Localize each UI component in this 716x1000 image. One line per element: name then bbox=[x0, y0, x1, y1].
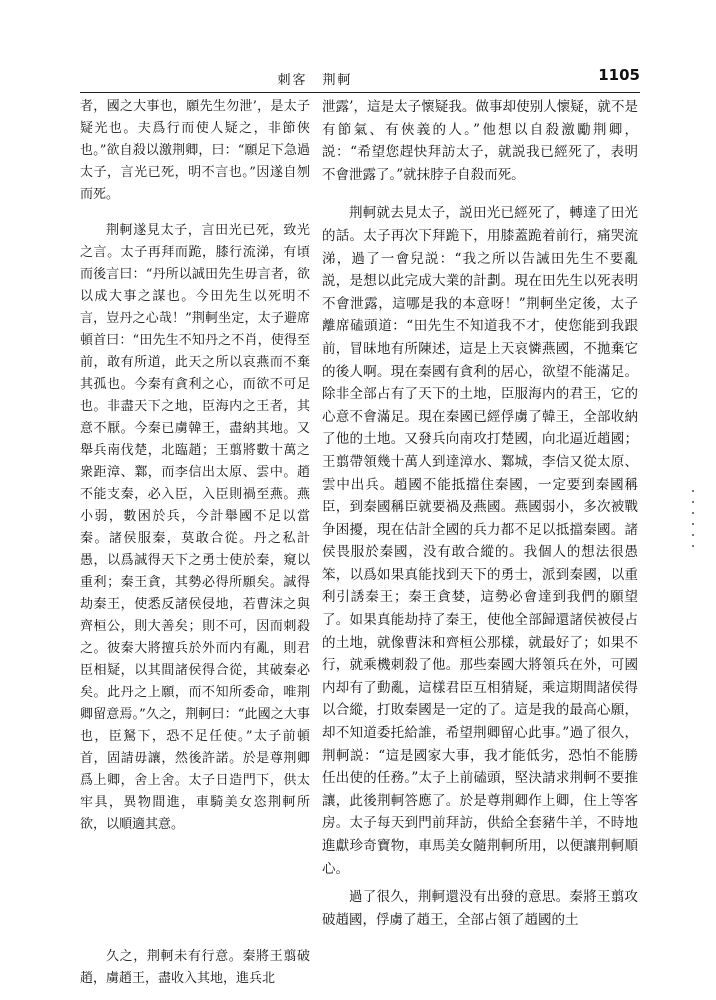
translation-paragraph-2: 荆軻就去見太子，説田光已經死了，轉達了田光的話。太子再次下拜跪下，用膝蓋跪着前行，痛哭流涕，過了一會兒説：“我之所以告誡田先生不要亂説，是想以此完成大業的計劃。現在田先生以死表明不會泄露，這哪是我的本意呀！”荆軻坐定後，太子離席磕頭道：“田先生不知道我不才，使您能到我跟前，冒昧地有所陳述，這是上天哀憐燕國，不拋棄它的後人啊。現在秦國有貪利的居心，欲望不能滿足。除非全部占有了天下的土地，臣服海内的君王，它的心意不會滿足。現在秦國已經俘虜了韓王，全部收納了他的土地。又發兵向南攻打楚國，向北逼近趙國；王翦帶領幾十萬人到達漳水、鄴城，李信又從太原、雲中出兵。趙國不能抵擋住秦國，一定要到秦國稱臣，到秦國稱臣就要禍及燕國。燕國弱小，多次被戰争困擾，現在估計全國的兵力都不足以抵擋秦國。諸侯畏服於秦國，没有敢合縱的。我個人的想法很愚笨，以爲如果真能找到天下的勇士，派到秦國，以重利引誘秦王；秦王貪婪，這勢必會達到我們的願望了。如果真能劫持了秦王，使他全部歸還諸侯被侵占的土地，就像曹沫和齊桓公那樣，就最好了；如果不行，就乘機刺殺了他。那些秦國大將領兵在外，可國内却有了動亂，這樣君臣互相猜疑，乘這期間諸侯得以合縱，打敗秦國是一定的了。這是我的最高心願，却不知道委托給誰，希望荆卿留心此事。”過了很久，荆軻説：“這是國家大事，我才能低劣，恐怕不能勝任出使的任務。”太子上前磕頭，堅決請求荆軻不要推讓，此後荆軻答應了。於是尊荆卿作上卿，住上等客房。太子每天到門前拜訪，供給全套豬牛羊，不時地進獻珍奇寶物，車馬美女隨荆軻所用，以便讓荆軻順心。 bbox=[322, 205, 638, 877]
translation-paragraph-1: 泄露’，這是太子懷疑我。做事却使别人懷疑，就不是有節氣、有俠義的人。”他想以自殺激勵荆卿，説：“希望您趕快拜訪太子，就説我已經死了，表明不會泄露了。”就抹脖子自殺而死。 bbox=[322, 99, 638, 183]
header-title: 刺客 荆軻 bbox=[277, 73, 353, 88]
margin-scan-marks bbox=[692, 490, 695, 610]
running-header bbox=[80, 66, 640, 88]
page-number: 1105 bbox=[598, 66, 640, 84]
original-paragraph-1: 者，國之大事也，願先生勿泄’，是太子疑光也。夫爲行而使人疑之，非節俠也。”欲自殺以激荆卿，曰：“願足下急過太子，言光已死，明不言也。”因遂自刎而死。 bbox=[80, 99, 310, 202]
original-text-column bbox=[80, 96, 310, 990]
translation-column bbox=[322, 96, 638, 931]
translation-paragraph-3: 過了很久，荆軻還没有出發的意思。秦將王翦攻破趙國，俘虜了趙王，全部占領了趙國的土 bbox=[322, 889, 638, 928]
header-rule bbox=[80, 92, 640, 93]
original-paragraph-2: 荆軻遂見太子，言田光已死，致光之言。太子再拜而跪，膝行流涕，有頃而後言曰：“丹所以誠田先生毋言者，欲以成大事之謀也。今田先生以死明不言，豈丹之心哉！”荆軻坐定，太子避席頓首曰：“田先生不知丹之不肖，使得至前，敢有所道，此天之所以哀燕而不棄其孤也。今秦有貪利之心，而欲不可足也。非盡天下之地，臣海内之王者，其意不厭。今秦已虜韓王，盡納其地。又舉兵南伐楚，北臨趙；王翦將數十萬之衆距漳、鄴，而李信出太原、雲中。趙不能支秦，必入臣，入臣則禍至燕。燕小弱，數困於兵，今計舉國不足以當秦。諸侯服秦，莫敢合從。丹之私計愚，以爲誠得天下之勇士使於秦，窺以重利；秦王貪，其勢必得所願矣。誠得劫秦王，使悉反諸侯侵地，若曹沫之與齊桓公，則大善矣；則不可，因而刺殺之。彼秦大將擅兵於外而内有亂，則君臣相疑，以其間諸侯得合從，其破秦必矣。此丹之上願，而不知所委命，唯荆卿留意焉。”久之，荆軻曰：“此國之大事也，臣駑下，恐不足任使。”太子前頓首，固請毋讓，然後許諾。於是尊荆卿爲上卿，舍上舍。太子日造門下，供太牢具，異物間進，車騎美女恣荆軻所欲，以順適其意。 bbox=[80, 223, 310, 832]
original-paragraph-3: 久之，荆軻未有行意。秦將王翦破趙，虜趙王，盡收入其地，進兵北 bbox=[80, 949, 310, 986]
